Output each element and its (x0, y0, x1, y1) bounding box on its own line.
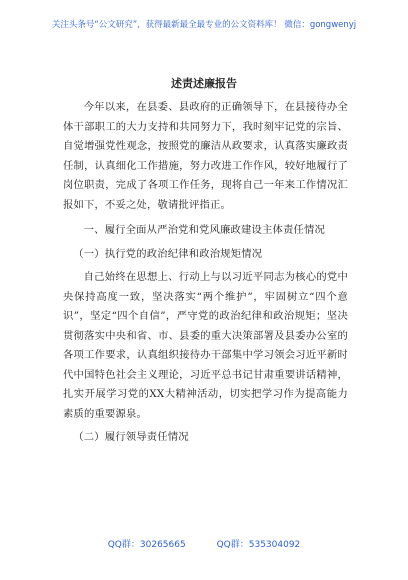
footer-qq-group-1[interactable]: QQ群：30265665 (107, 540, 186, 550)
intro-paragraph: 今年以来，在县委、县政府的正确领导下，在县接待办全体干部职工的大力支持和共同努力下，我时刻牢记党的宗旨、自觉增强党性观念，按照党的廉洁从政要求，认真落实廉政责任制，认真细化工作措施，努力改进工作作风，较好地履行了岗位职责，完成了各项工作任务，现将自己一年来工作情况汇报如下，不妥之处，敬请批评指正。 (63, 101, 348, 211)
header-notice[interactable]: 关注头条号“公文研究”，获得最新最全最专业的公文资料库！ 微信：gongwenyj (51, 20, 357, 30)
subsection-heading-2: （二）履行领导责任情况 (73, 431, 189, 443)
document-title: 述责述廉报告 (171, 77, 237, 90)
subsection-1-paragraph: 自己始终在思想上、行动上与以习近平同志为核心的党中央保持高度一致，坚决落实“两个维护”，牢固树立“四个意识”，坚定“四个自信”，严守党的政治纪律和政治规矩；坚决贯彻落实中央和省、市、县委的重大决策部署及县委办公室的各项工作要求，认真组织接待办干部集中学习领会习近平新时代中国特色社会主义理论，习近平总书记甘肃重要讲话精神，扎实开展学习党的XX大精神活动，切实把学习作为提高能力素质的重要源泉。 (63, 271, 348, 420)
document-body (63, 98, 348, 452)
subsection-heading-1: （一）执行党的政治纪律和政治规矩情况 (73, 247, 263, 260)
footer-qq-group-2[interactable]: QQ群：535304092 (216, 540, 301, 550)
section-heading-1: 一、履行全面从严治党和党风廉政建设主体责任情况 (83, 224, 326, 236)
footer-contacts (0, 537, 408, 550)
